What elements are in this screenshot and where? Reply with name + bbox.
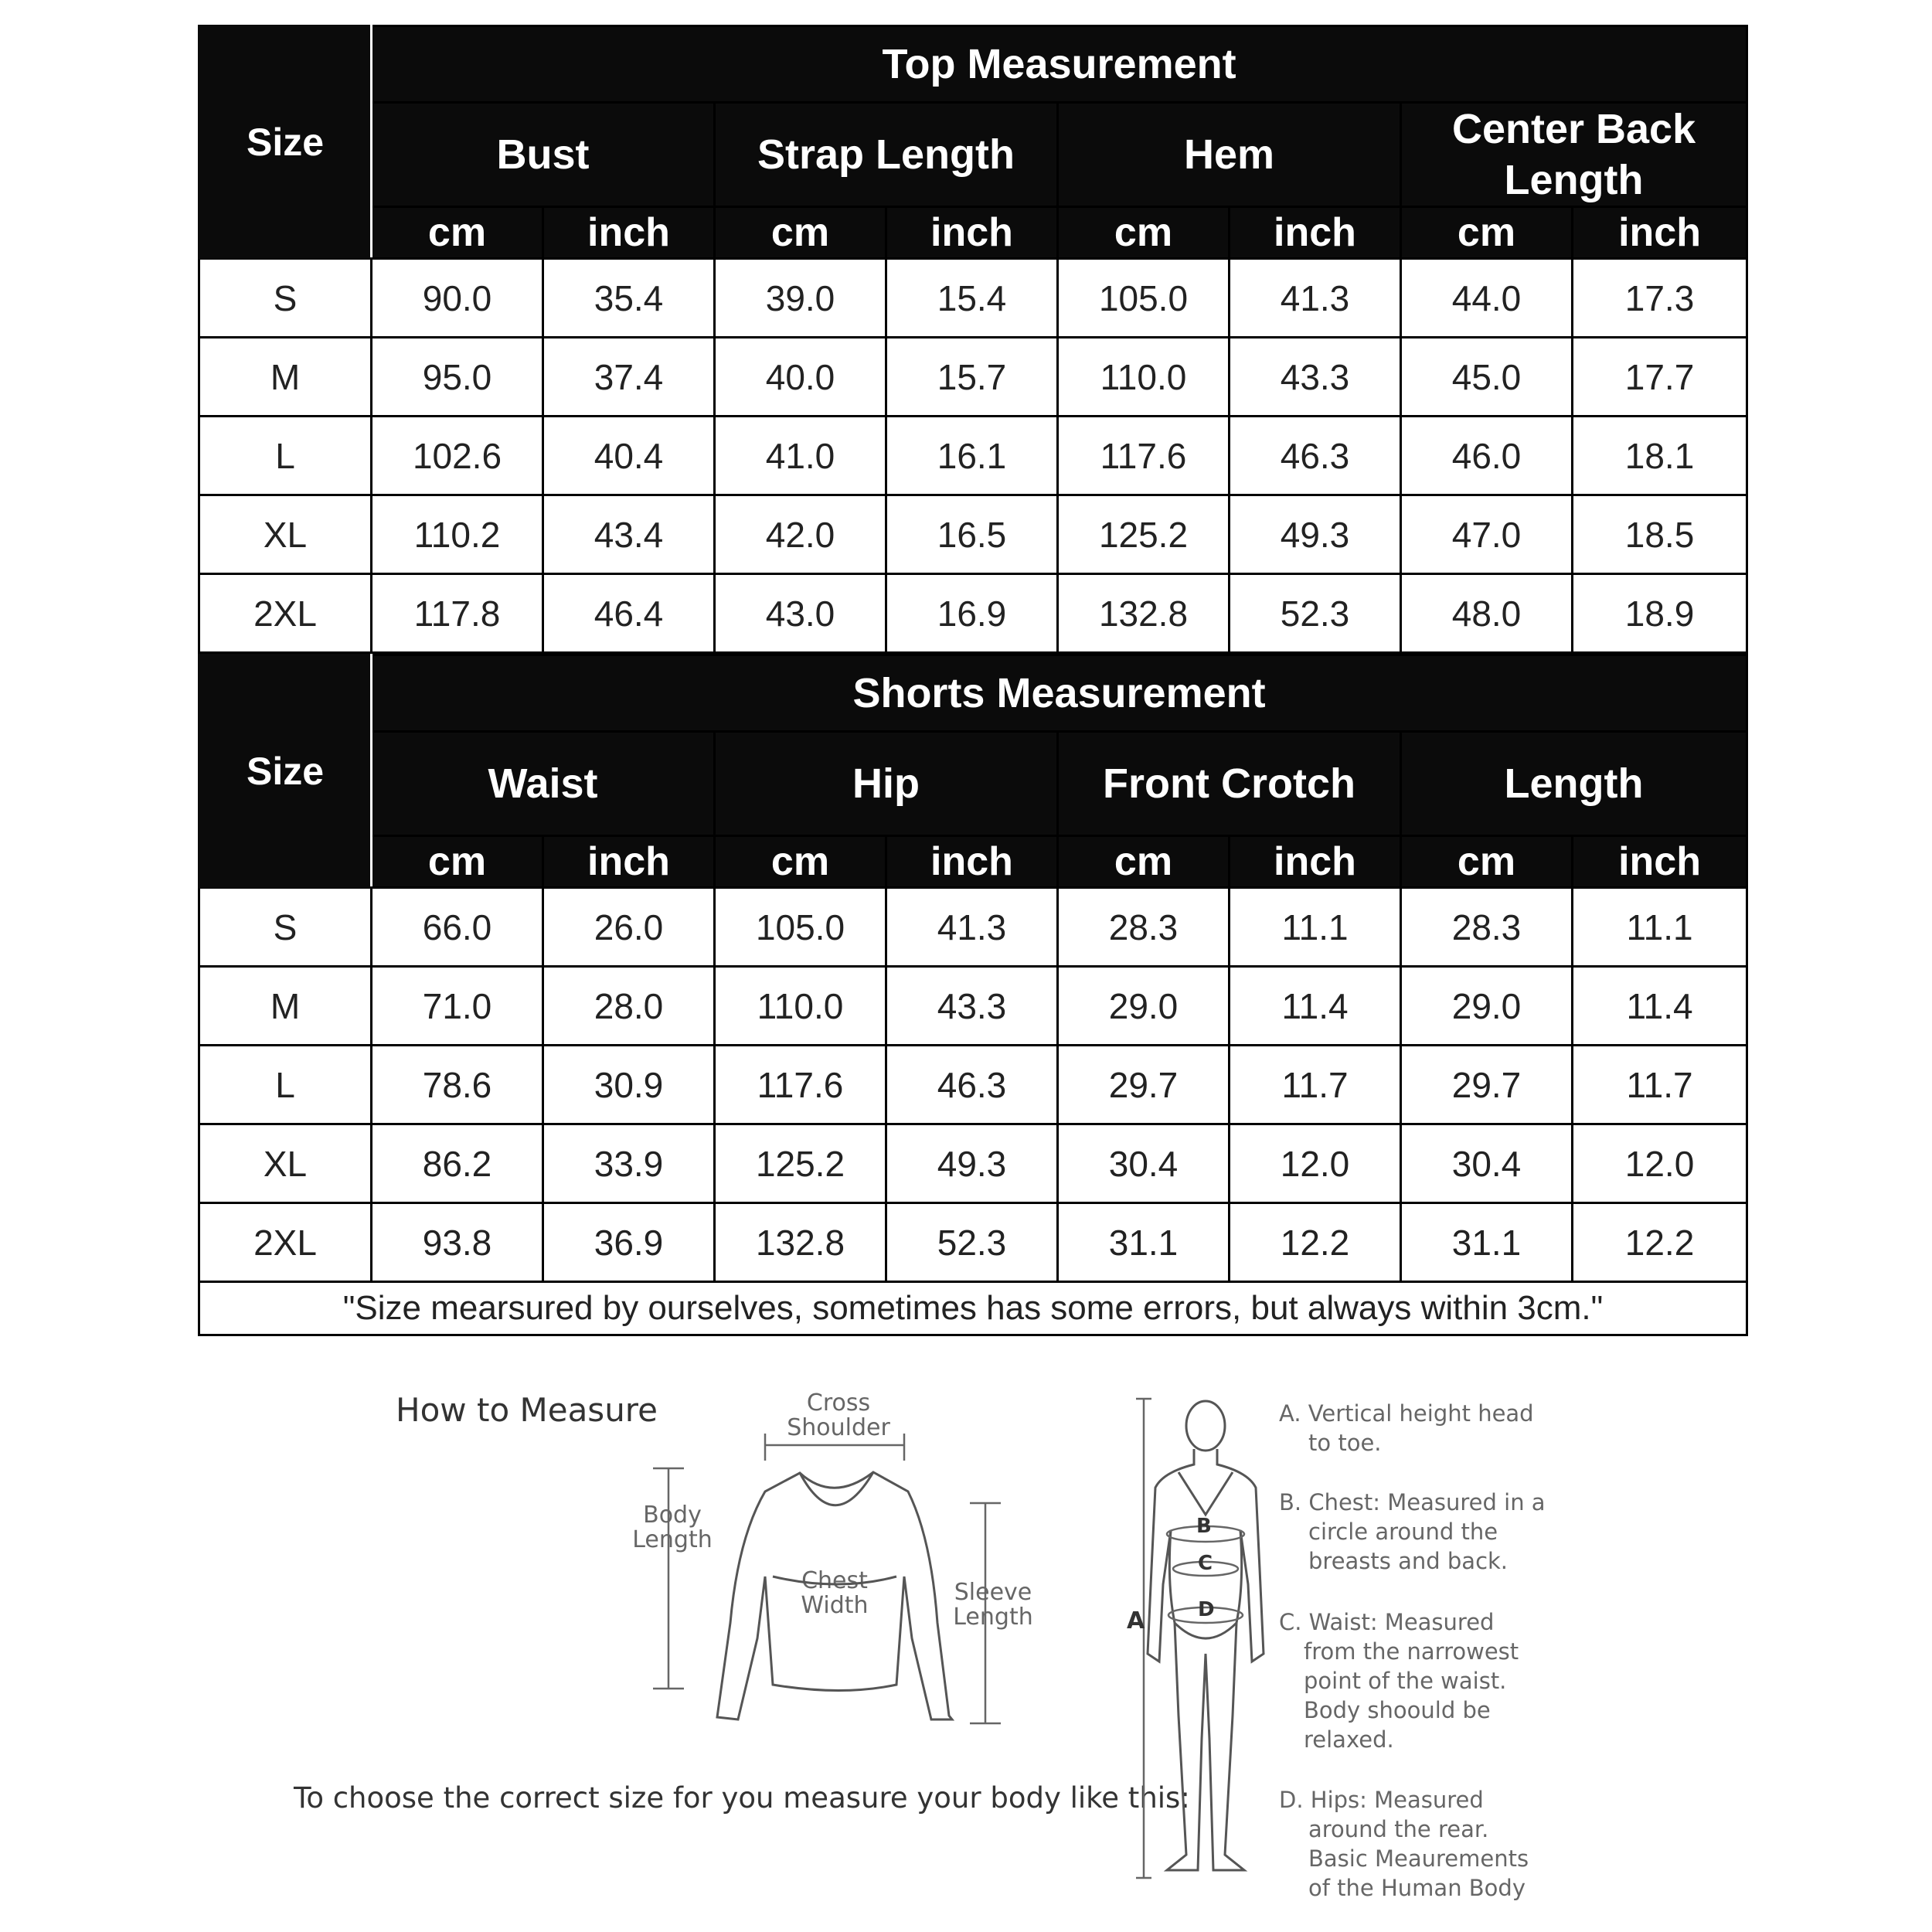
value-cell: 46.3 (1230, 417, 1401, 495)
description-a: A. Vertical height head to toe. (1279, 1400, 1534, 1456)
value-cell: 90.0 (372, 259, 543, 338)
unit-header: cm (1401, 836, 1573, 888)
value-cell: 117.6 (715, 1046, 886, 1124)
size-cell: S (199, 888, 372, 967)
value-cell: 17.3 (1573, 259, 1747, 338)
value-cell: 30.9 (543, 1046, 715, 1124)
shorts-measurement-table (198, 654, 1748, 1336)
table-row (199, 888, 1747, 967)
size-cell: M (199, 967, 372, 1046)
column-group-header: Front Crotch (1058, 732, 1401, 836)
table-row (199, 574, 1747, 653)
table-title: Top Measurement (372, 26, 1747, 103)
value-cell: 117.6 (1058, 417, 1230, 495)
measurement-note: "Size mearsured by ourselves, sometimes has some errors, but always within 3cm." (199, 1282, 1747, 1335)
value-cell: 33.9 (543, 1124, 715, 1203)
value-cell: 42.0 (715, 495, 886, 574)
value-cell: 105.0 (1058, 259, 1230, 338)
value-cell: 46.3 (886, 1046, 1058, 1124)
unit-header: cm (1401, 207, 1573, 259)
value-cell: 132.8 (715, 1203, 886, 1282)
value-cell: 43.3 (1230, 338, 1401, 417)
table-row (199, 417, 1747, 495)
size-header: Size (199, 26, 372, 259)
value-cell: 28.3 (1058, 888, 1230, 967)
column-group-header: Center Back Length (1401, 103, 1747, 207)
size-cell: 2XL (199, 1203, 372, 1282)
size-cell: S (199, 259, 372, 338)
value-cell: 36.9 (543, 1203, 715, 1282)
unit-header: inch (543, 836, 715, 888)
description-b: B. Chest: Measured in a circle around the breasts and back. (1279, 1489, 1546, 1574)
value-cell: 41.3 (1230, 259, 1401, 338)
value-cell: 29.0 (1401, 967, 1573, 1046)
value-cell: 49.3 (1230, 495, 1401, 574)
size-cell: 2XL (199, 574, 372, 653)
value-cell: 132.8 (1058, 574, 1230, 653)
how-to-measure-title: How to Measure (396, 1391, 658, 1429)
value-cell: 18.9 (1573, 574, 1747, 653)
size-cell: XL (199, 495, 372, 574)
column-group-header: Strap Length (715, 103, 1058, 207)
value-cell: 45.0 (1401, 338, 1573, 417)
value-cell: 125.2 (1058, 495, 1230, 574)
table-title: Shorts Measurement (372, 655, 1747, 732)
cross-shoulder-label: Cross Shoulder (787, 1389, 890, 1441)
size-cell: M (199, 338, 372, 417)
value-cell: 16.9 (886, 574, 1058, 653)
unit-header: inch (886, 207, 1058, 259)
unit-header: inch (1230, 207, 1401, 259)
table-row (199, 1124, 1747, 1203)
unit-header: cm (715, 836, 886, 888)
value-cell: 44.0 (1401, 259, 1573, 338)
unit-header: inch (1230, 836, 1401, 888)
value-cell: 16.1 (886, 417, 1058, 495)
marker-b: B (1196, 1515, 1212, 1538)
size-header: Size (199, 655, 372, 888)
unit-header: inch (543, 207, 715, 259)
value-cell: 41.3 (886, 888, 1058, 967)
value-cell: 43.0 (715, 574, 886, 653)
size-cell: XL (199, 1124, 372, 1203)
value-cell: 48.0 (1401, 574, 1573, 653)
column-group-header: Bust (372, 103, 715, 207)
table-row (199, 1046, 1747, 1124)
value-cell: 105.0 (715, 888, 886, 967)
value-cell: 39.0 (715, 259, 886, 338)
value-cell: 12.0 (1230, 1124, 1401, 1203)
value-cell: 41.0 (715, 417, 886, 495)
value-cell: 66.0 (372, 888, 543, 967)
value-cell: 11.4 (1573, 967, 1747, 1046)
measure-lines (653, 1434, 1001, 1723)
size-cell: L (199, 1046, 372, 1124)
chest-width-label: Chest Width (801, 1567, 869, 1619)
value-cell: 29.7 (1058, 1046, 1230, 1124)
size-cell: L (199, 417, 372, 495)
value-cell: 17.7 (1573, 338, 1747, 417)
value-cell: 11.1 (1573, 888, 1747, 967)
body-measure-lines (1136, 1399, 1244, 1878)
value-cell: 11.1 (1230, 888, 1401, 967)
value-cell: 30.4 (1058, 1124, 1230, 1203)
value-cell: 110.2 (372, 495, 543, 574)
value-cell: 40.0 (715, 338, 886, 417)
value-cell: 37.4 (543, 338, 715, 417)
value-cell: 12.2 (1573, 1203, 1747, 1282)
size-chart (198, 25, 1746, 1336)
description-d: D. Hips: Measured around the rear. Basic Meaurements of the Human Body (1279, 1787, 1529, 1901)
table-row (199, 259, 1747, 338)
value-cell: 43.3 (886, 967, 1058, 1046)
value-cell: 29.7 (1401, 1046, 1573, 1124)
value-cell: 28.3 (1401, 888, 1573, 967)
description-c: C. Waist: Measured from the narrowest point of the waist. Body shoould be relaxed. (1279, 1609, 1519, 1753)
value-cell: 52.3 (886, 1203, 1058, 1282)
value-cell: 12.2 (1230, 1203, 1401, 1282)
marker-d: D (1198, 1598, 1215, 1621)
value-cell: 12.0 (1573, 1124, 1747, 1203)
value-cell: 18.1 (1573, 417, 1747, 495)
unit-header: cm (1058, 207, 1230, 259)
value-cell: 26.0 (543, 888, 715, 967)
value-cell: 86.2 (372, 1124, 543, 1203)
column-group-header: Waist (372, 732, 715, 836)
value-cell: 125.2 (715, 1124, 886, 1203)
value-cell: 11.7 (1230, 1046, 1401, 1124)
unit-header: inch (1573, 207, 1747, 259)
value-cell: 102.6 (372, 417, 543, 495)
value-cell: 30.4 (1401, 1124, 1573, 1203)
value-cell: 11.7 (1573, 1046, 1747, 1124)
value-cell: 52.3 (1230, 574, 1401, 653)
value-cell: 46.0 (1401, 417, 1573, 495)
unit-header: cm (372, 207, 543, 259)
value-cell: 31.1 (1058, 1203, 1230, 1282)
value-cell: 46.4 (543, 574, 715, 653)
value-cell: 28.0 (543, 967, 715, 1046)
table-row (199, 1203, 1747, 1282)
column-group-header: Hip (715, 732, 1058, 836)
unit-header: inch (1573, 836, 1747, 888)
value-cell: 93.8 (372, 1203, 543, 1282)
value-cell: 40.4 (543, 417, 715, 495)
column-group-header: Hem (1058, 103, 1401, 207)
choose-size-instruction: To choose the correct size for you measure your body like this: (294, 1781, 1190, 1815)
column-group-header: Length (1401, 732, 1747, 836)
value-cell: 110.0 (1058, 338, 1230, 417)
sleeve-length-label: Sleeve Length (953, 1579, 1033, 1631)
value-cell: 43.4 (543, 495, 715, 574)
sweater-icon (717, 1472, 952, 1719)
unit-header: cm (715, 207, 886, 259)
unit-header: inch (886, 836, 1058, 888)
body-length-label: Body Length (632, 1502, 713, 1553)
marker-c: C (1198, 1552, 1213, 1575)
unit-header: cm (1058, 836, 1230, 888)
top-measurement-table (198, 25, 1748, 654)
value-cell: 95.0 (372, 338, 543, 417)
human-body-icon (1148, 1401, 1264, 1870)
table-row (199, 338, 1747, 417)
value-cell: 15.4 (886, 259, 1058, 338)
value-cell: 49.3 (886, 1124, 1058, 1203)
value-cell: 29.0 (1058, 967, 1230, 1046)
value-cell: 78.6 (372, 1046, 543, 1124)
marker-a: A (1127, 1607, 1145, 1634)
table-row (199, 495, 1747, 574)
value-cell: 11.4 (1230, 967, 1401, 1046)
value-cell: 117.8 (372, 574, 543, 653)
table-row (199, 967, 1747, 1046)
value-cell: 47.0 (1401, 495, 1573, 574)
value-cell: 110.0 (715, 967, 886, 1046)
unit-header: cm (372, 836, 543, 888)
value-cell: 16.5 (886, 495, 1058, 574)
value-cell: 15.7 (886, 338, 1058, 417)
value-cell: 35.4 (543, 259, 715, 338)
value-cell: 71.0 (372, 967, 543, 1046)
value-cell: 31.1 (1401, 1203, 1573, 1282)
value-cell: 18.5 (1573, 495, 1747, 574)
